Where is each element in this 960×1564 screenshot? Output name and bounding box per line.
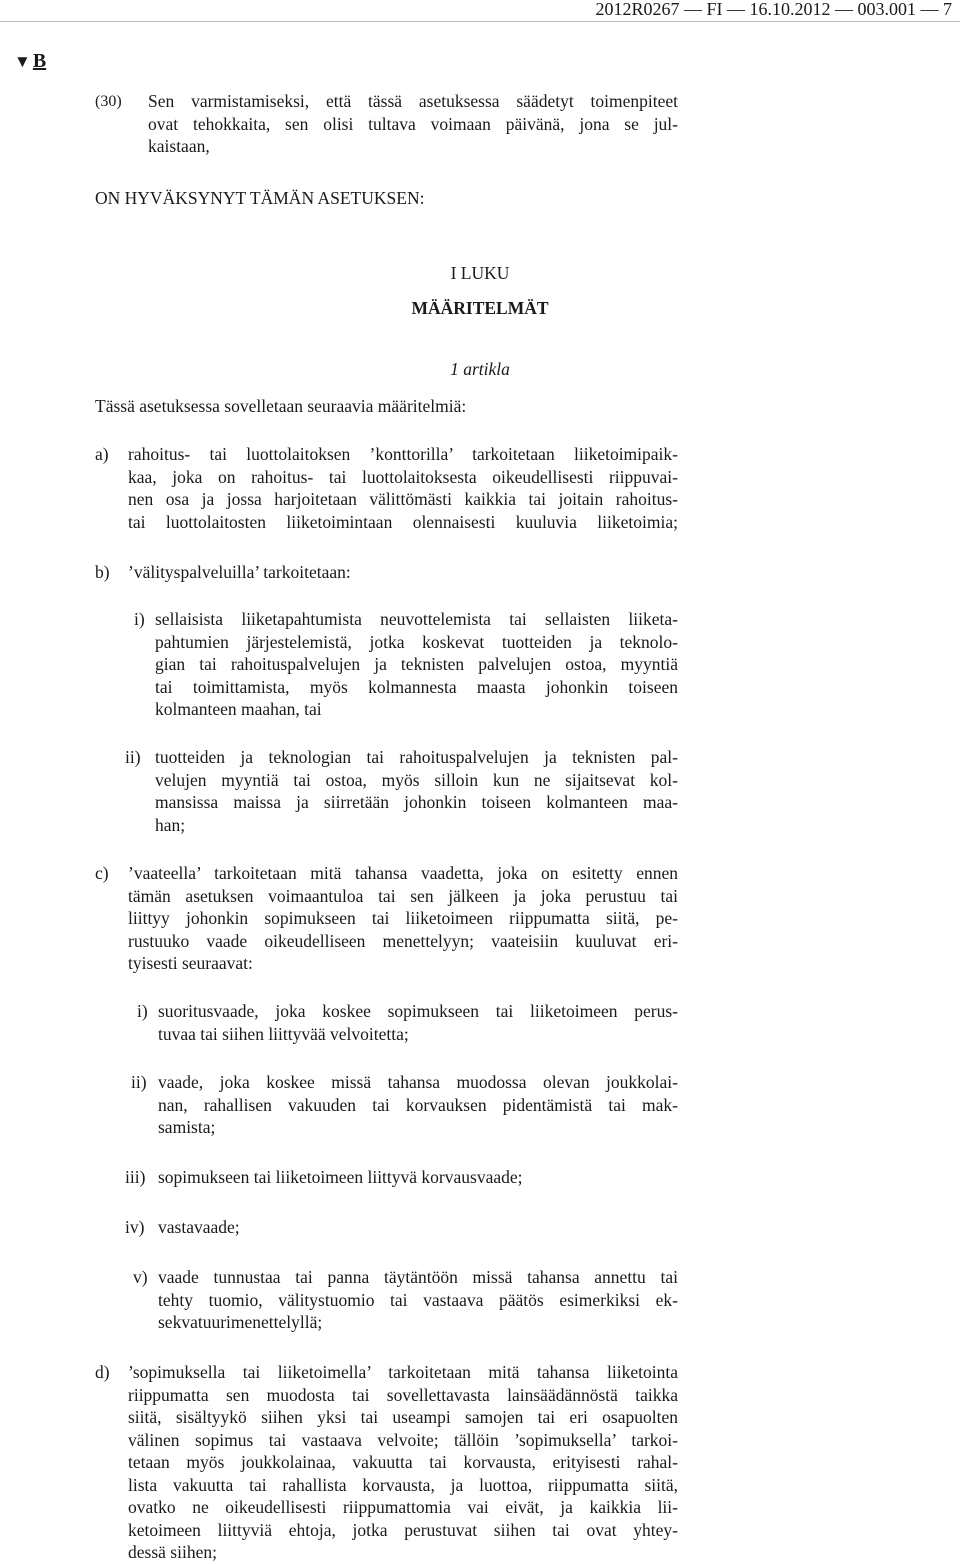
item-label: a) (95, 444, 109, 464)
item-line: gian tai rahoituspalvelujen ja teknisten palvelujen ostoa, myyntiä (155, 654, 678, 674)
recital-line: kaistaan, (148, 136, 210, 156)
subitem (158, 1216, 240, 1239)
item-line: han; (155, 814, 186, 835)
recital-line: ovat tehokkaita, sen olisi tultava voimaan päivänä, jona se jul- (148, 113, 678, 134)
subitem (158, 1266, 678, 1334)
item-line: vaade tunnustaa tai panna täytäntöön missä tahansa annettu tai (158, 1267, 678, 1287)
document-header (0, 0, 960, 22)
subitem (158, 1166, 523, 1189)
subitem-label: ii) (125, 747, 141, 767)
item-line: sellaisista liiketapahtumista neuvottelemista tai sellaisten liiketa- (155, 609, 678, 629)
item-line: tehty tuomio, välitystuomio tai vastaava päätös esimerkiksi ek- (158, 1289, 678, 1310)
definition-item (128, 862, 678, 975)
version-marker-label: B (32, 50, 47, 72)
item-line: tuvaa tai siihen liittyvää velvoitetta; (158, 1023, 409, 1044)
item-label: d) (95, 1362, 110, 1382)
item-line: vaade, joka koskee missä tahansa muodossa olevan joukkolai- (158, 1072, 678, 1092)
item-line: vastavaade; (158, 1217, 240, 1237)
chapter-title: MÄÄRITELMÄT (411, 298, 549, 318)
item-line: tai luottolaitosten liiketoimintaan olennaisesti kuuluvia liiketoimia; (128, 511, 678, 532)
item-line: ’välityspalveluilla’ tarkoitetaan: (128, 562, 351, 582)
definition-item (128, 443, 678, 533)
recital-text (148, 90, 678, 158)
version-marker (14, 50, 46, 74)
article-number: 1 artikla (450, 359, 510, 379)
item-line: tyisesti seuraavat: (128, 953, 253, 973)
subitem-label: i) (134, 609, 145, 629)
subitem-label: v) (133, 1267, 148, 1287)
item-line: dessä siihen; (128, 1542, 217, 1562)
item-line: rustuuko vaade oikeudelliseen menettelyyn; vaateisiin kuuluvat eri- (128, 930, 678, 951)
item-line: tuotteiden ja teknologian tai rahoituspalvelujen ja teknisten pal- (155, 747, 678, 767)
article-intro: Tässä asetuksessa sovelletaan seuraavia määritelmiä: (95, 396, 467, 416)
item-line: lista vakuutta tai rahallista korvausta, ja luottoa, riippumatta siitä, (128, 1474, 678, 1495)
chapter-number: I LUKU (450, 263, 510, 283)
subitem-label: ii) (131, 1072, 147, 1092)
subitem-label: i) (137, 1001, 148, 1021)
item-line: sopimukseen tai liiketoimeen liittyvä korvausvaade; (158, 1167, 523, 1187)
item-label: c) (95, 863, 109, 883)
item-line: ’sopimuksella tai liiketoimella’ tarkoitetaan mitä tahansa liiketointa (128, 1362, 678, 1382)
item-line: riippumatta sen muodosta tai sovellettavasta lainsäädännöstä taikka (128, 1384, 678, 1405)
item-line: ovatko ne oikeudellisesti riippumattomia vai eivät, ja kaikkia lii- (128, 1497, 678, 1517)
item-line: välinen sopimus tai vastaava velvoite; tällöin ’sopimuksella’ tarkoi- (128, 1429, 678, 1450)
item-line: tämän asetuksen voimaantuloa tai sen jälkeen ja joka perustuu tai (128, 885, 678, 906)
item-label: b) (95, 562, 110, 582)
item-line: pahtumien järjestelemistä, jotka koskevat tuotteiden ja teknolo- (155, 631, 678, 652)
item-line: siitä, sisältyykö siihen yksi tai useampi samojen tai eri osapuolten (128, 1407, 678, 1427)
recital-number: (30) (95, 93, 122, 110)
item-line: tetaan myös joukkolainaa, vakuutta tai korvausta, erityisesti rahal- (128, 1452, 678, 1472)
item-line: sekvatuurimenettelyllä; (158, 1312, 323, 1332)
item-line: kaa, joka on rahoitus- tai luottolaitoksesta oikeudellisesti riippuvai- (128, 466, 678, 487)
item-line: liittyy johonkin sopimukseen tai liiketoimeen riippumatta siitä, pe- (128, 908, 678, 928)
definition-item (128, 1361, 678, 1564)
subitem (158, 1071, 678, 1139)
document-reference: 2012R0267 — FI — 16.10.2012 — 003.001 — 7 (595, 0, 952, 19)
subitem (158, 1000, 678, 1045)
item-line: suoritusvaade, joka koskee sopimukseen tai liiketoimeen perus- (158, 1001, 678, 1021)
item-line: nen osa ja jossa harjoitetaan välittömästi kaikkia tai joitain rahoitus- (128, 489, 678, 509)
item-line: rahoitus- tai luottolaitoksen ’konttorilla’ tarkoitetaan liiketoimipaik- (128, 444, 678, 464)
definition-item (128, 561, 351, 584)
subitem-label: iii) (125, 1167, 146, 1187)
subitem (155, 608, 678, 721)
subitem (155, 746, 678, 836)
item-line: tai toimittamista, myös kolmannesta maasta johonkin toiseen (155, 676, 678, 697)
item-line: nan, rahallisen vakuuden tai korvauksen pidentämistä tai mak- (158, 1094, 678, 1115)
item-line: velujen myyntiä tai ostoa, myös silloin kun ne sijaitsevat kol- (155, 769, 678, 790)
triangle-down-icon: ▼ (14, 52, 31, 71)
item-line: ’vaateella’ tarkoitetaan mitä tahansa vaadetta, joka on esitetty ennen (128, 863, 678, 883)
subitem-label: iv) (125, 1217, 145, 1237)
adoption-formula: ON HYVÄKSYNYT TÄMÄN ASETUKSEN: (95, 188, 425, 208)
item-line: ketoimeen liittyviä ehtoja, jotka perustuvat siihen tai ovat yhtey- (128, 1519, 678, 1540)
item-line: kolmanteen maahan, tai (155, 699, 322, 719)
item-line: samista; (158, 1117, 216, 1137)
recital-line: Sen varmistamiseksi, että tässä asetuksessa säädetyt toimenpiteet (148, 91, 678, 111)
item-line: mansissa maissa ja siirretään johonkin toiseen kolmanteen maa- (155, 792, 678, 812)
